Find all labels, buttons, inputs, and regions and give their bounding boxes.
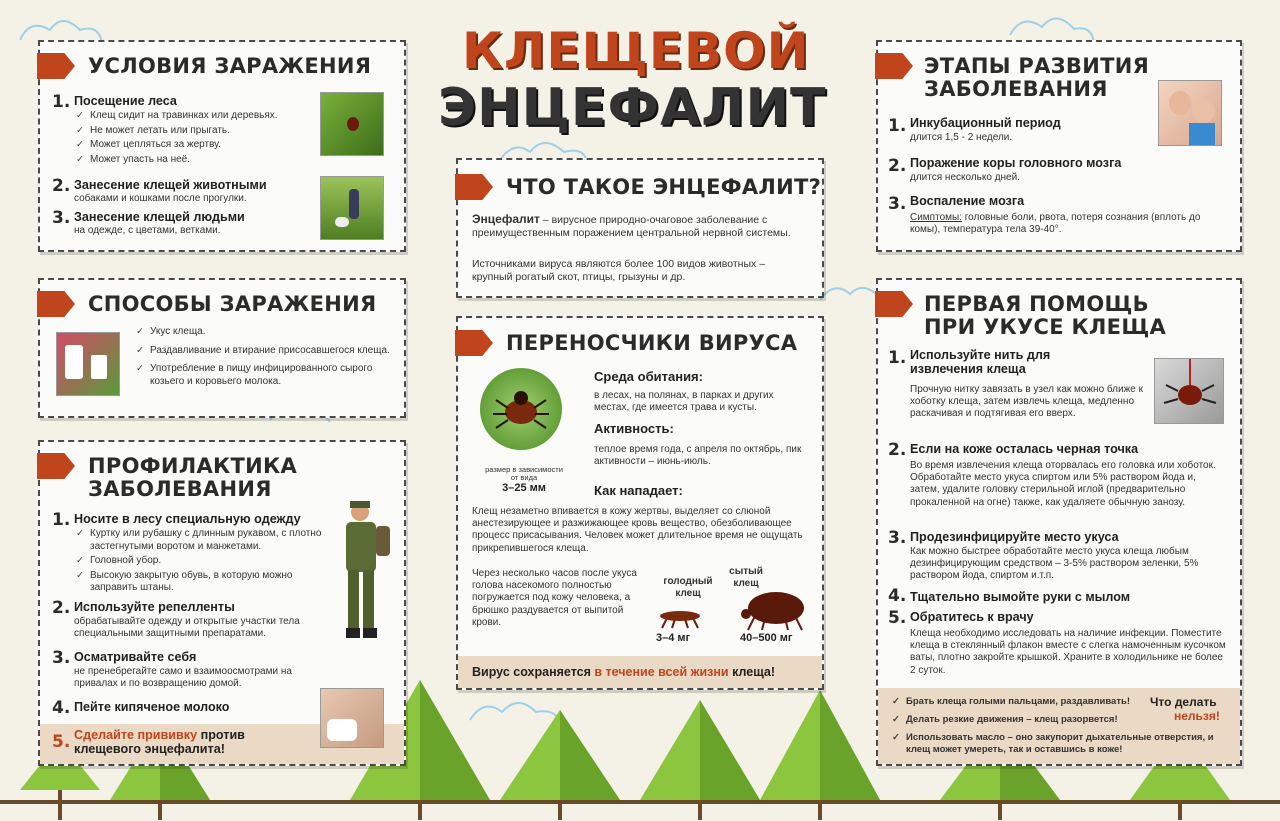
what-sources: Источниками вируса являются более 100 видов животных – крупный рогатый скот, птицы, грызуны и др.: [472, 258, 766, 283]
stages-heading-1: ЭТАПЫ РАЗВИТИЯ: [924, 54, 1150, 78]
number-5: 5.: [888, 608, 907, 628]
section-flag: [37, 53, 75, 79]
bullet: ✓ Клещ сидит на травинках или деревьях.: [76, 110, 316, 123]
what-heading: ЧТО ТАКОЕ ЭНЦЕФАЛИТ?: [506, 175, 822, 199]
number-1: 1.: [52, 92, 71, 112]
prevention-item4: Пейте кипяченое молоко: [74, 700, 230, 714]
prevention-item1: Носите в лесу специальную одежду: [74, 512, 301, 526]
firstaid-heading-2: ПРИ УКУСЕ КЛЕЩА: [924, 315, 1167, 339]
carriers-heading: ПЕРЕНОСЧИКИ ВИРУСА: [506, 331, 798, 355]
aid5: Обратитесь к врачу: [910, 610, 1034, 624]
footer-part1: Вирус сохраняется: [472, 665, 595, 679]
number-3: 3.: [52, 648, 71, 668]
sick-child-photo: [1158, 80, 1222, 146]
conditions-heading: УСЛОВИЯ ЗАРАЖЕНИЯ: [88, 54, 372, 78]
conditions-card: [38, 40, 406, 252]
carriers-card: [456, 316, 824, 690]
activity-text: теплое время года, с апреля по октябрь, пик активности – июнь-июль.: [594, 444, 802, 468]
prevention-item2-sub: обрабатывайте одежду и открытые участки тела специальными защитными препаратами.: [74, 616, 300, 640]
main-title-line2: ЭНЦЕФАЛИТ: [438, 78, 827, 138]
prevention-card: [38, 440, 406, 766]
stage3-sub: [910, 212, 1220, 236]
section-flag: [37, 453, 75, 479]
section-flag: [455, 330, 493, 356]
symptoms-label: Симптомы:: [910, 212, 962, 223]
number-5: 5.: [52, 732, 71, 752]
milk-photo: [56, 332, 120, 396]
fed-tick-weight: 40–500 мг: [740, 632, 793, 644]
girl-with-dog-photo: [320, 176, 384, 240]
bullet: ✓ Высокую закрытую обувь, в которую можно заправить штаны.: [76, 570, 326, 595]
later-text: Через несколько часов после укуса голова насекомого полностью погружается под кожу человека, а брюшко раздувается от выпитой крови.: [472, 568, 637, 628]
methods-bullets: [136, 326, 392, 390]
methods-heading: СПОСОБЫ ЗАРАЖЕНИЯ: [88, 292, 377, 316]
hungry-tick-weight: 3–4 мг: [656, 632, 691, 644]
conditions-item3: Занесение клещей людьми: [74, 210, 245, 224]
dont-title-2: нельзя!: [1174, 709, 1220, 723]
stage2-sub: длится несколько дней.: [910, 172, 1020, 183]
dont-item: ✓ Делать резкие движения – клещ разорвется!: [892, 714, 1232, 726]
methods-card: [38, 278, 406, 418]
stage1-sub: длится 1,5 - 2 недели.: [910, 132, 1013, 143]
attack-heading: Как нападает:: [594, 483, 683, 498]
number-2: 2.: [888, 440, 907, 460]
vaccination-emph: Сделайте прививку: [74, 728, 198, 742]
bullet: ✓ Укус клеща.: [136, 326, 392, 339]
dont-item: ✓ Использовать масло – оно закупорит дыхательные отверстия, и клещ может умереть, так и оставшись в коже!: [892, 732, 1232, 756]
fed-tick-label: сытый клещ: [729, 566, 763, 590]
soldier-illustration: [330, 498, 392, 648]
bullet: ✓ Куртку или рубашку с длинным рукавом, с плотно застегнутыми воротом и манжетами.: [76, 528, 326, 553]
tick-comparison-illustration: [652, 572, 812, 632]
attack-text: Клещ незаметно впивается в кожу жертвы, выделяет со слюной анестезирующее и разжижающее кровь вещество, обезболивающее процесс присасывания. Человек может длительное время не ощущать прикрепившегося клеща.: [472, 506, 803, 554]
aid4: Тщательно вымойте руки с мылом: [910, 590, 1131, 604]
stage2: Поражение коры головного мозга: [910, 156, 1122, 170]
aid3-sub: Как можно быстрее обработайте место укуса клеща любым дезинфицирующим средством – 3-5% раствором зеленки, 5% раствором йода, спиртом и.т.п.: [910, 546, 1199, 582]
stage1: Инкубационный период: [910, 116, 1061, 130]
prevention-heading-2: ЗАБОЛЕВАНИЯ: [88, 477, 272, 501]
bullet: ✓ Раздавливание и втирание присосавшегося клеща.: [136, 345, 392, 358]
section-flag: [37, 291, 75, 317]
bullet: ✓ Может цепляться за жертву.: [76, 139, 316, 152]
tick-removal-photo: [1154, 358, 1224, 424]
habitat-text: в лесах, на полянах, в парках и других местах, где имеется трава и кусты.: [594, 390, 774, 414]
number-3: 3.: [52, 208, 71, 228]
prevention-item3-sub: не пренебрегайте само и взаимоосмотрами на привалах и по возвращению домой.: [74, 666, 292, 690]
tick-size-note: размер в зависимости от вида: [485, 465, 563, 483]
hungry-tick-label: голодный клещ: [663, 576, 713, 600]
number-3: 3.: [888, 528, 907, 548]
aid3: Продезинфицируйте место укуса: [910, 530, 1119, 544]
aid1-sub: Прочную нитку завязать в узел как можно ближе к хоботку клеща, затем извлечь клеща, медленно раскачивая и подтягивая его вверх.: [910, 384, 1144, 420]
section-flag: [875, 53, 913, 79]
stages-card: [876, 40, 1242, 252]
main-title-line1: КЛЕЩЕВОЙ: [462, 22, 810, 80]
bullet: ✓ Головной убор.: [76, 555, 326, 568]
what-def: – вирусное природно-очаговое заболевание с преимущественным поражением центральной нервной системы.: [472, 214, 791, 239]
vaccination-text: [74, 728, 324, 757]
footer-emph: в течение всей жизни: [594, 665, 729, 679]
conditions-item2: Занесение клещей животными: [74, 178, 267, 192]
number-1: 1.: [52, 510, 71, 530]
aid2: Если на коже осталась черная точка: [910, 442, 1139, 456]
prevention-bullets: [76, 528, 326, 597]
tick-photo: [480, 368, 562, 450]
firstaid-heading-1: ПЕРВАЯ ПОМОЩЬ: [924, 292, 1149, 316]
conditions-item1: Посещение леса: [74, 94, 177, 108]
firstaid-card: [876, 278, 1242, 766]
footer-part3: клеща!: [728, 665, 776, 679]
tick-on-leaf-photo: [320, 92, 384, 156]
number-4: 4.: [52, 698, 71, 718]
what-card: [456, 158, 824, 298]
dont-title-1: Что делать: [1150, 695, 1217, 709]
number-4: 4.: [888, 586, 907, 606]
stage3: Воспаление мозга: [910, 194, 1025, 208]
number-2: 2.: [52, 598, 71, 618]
vaccination-rest: против: [197, 728, 245, 742]
vaccination-line2: клещевого энцефалита!: [74, 742, 225, 757]
number-1: 1.: [888, 348, 907, 368]
conditions-bullets: [76, 110, 316, 168]
aid5-sub: Клеща необходимо исследовать на наличие инфекции. Поместите клеща в стеклянный флакон вместе с слегка намоченным кусочком ваты, плотно закройте крышкой. Храните в холодильнике не более 2 суток.: [910, 628, 1226, 676]
conditions-item3-sub: на одежде, с цветами, ветками.: [74, 225, 221, 236]
aid2-sub: Во время извлечения клеща оторвалась его головка или хоботок. Обработайте место укуса спиртом или 5% раствором йода и, затем, удалите головку стерильной иглой (предварительно прокаленной на огне) также, как удаляете обычную занозу.: [910, 460, 1216, 508]
tick-size: 3–25 мм: [502, 482, 546, 494]
carriers-footer-text: [472, 665, 775, 679]
conditions-item2-sub: собаками и кошками после прогулки.: [74, 193, 247, 204]
bullet: ✓ Может упасть на неё.: [76, 154, 316, 167]
bullet: ✓ Не может летать или прыгать.: [76, 125, 316, 138]
number-1: 1.: [888, 116, 907, 136]
bullet: ✓ Употребление в пищу инфицированного сырого козьего и коровьего молока.: [136, 363, 392, 388]
aid1: Используйте нить для извлечения клеща: [910, 348, 1051, 377]
prevention-item2: Используйте репелленты: [74, 600, 235, 614]
number-2: 2.: [52, 176, 71, 196]
prevention-item3: Осматривайте себя: [74, 650, 197, 664]
number-2: 2.: [888, 156, 907, 176]
what-definition: [472, 212, 812, 240]
activity-heading: Активность:: [594, 421, 674, 436]
dont-item: ✓ Брать клеща голыми пальцами, раздавливать!: [892, 696, 1232, 708]
section-flag: [875, 291, 913, 317]
vaccination-photo: [320, 688, 384, 748]
stages-heading-2: ЗАБОЛЕВАНИЯ: [924, 77, 1108, 101]
section-flag: [455, 174, 493, 200]
number-3: 3.: [888, 194, 907, 214]
prevention-heading-1: ПРОФИЛАКТИКА: [88, 454, 297, 478]
symptoms-text: головные боли, рвота, потеря сознания (вплоть до комы), температура тела 39-40°.: [910, 212, 1201, 236]
what-term: Энцефалит: [472, 212, 540, 226]
habitat-heading: Среда обитания:: [594, 369, 703, 384]
